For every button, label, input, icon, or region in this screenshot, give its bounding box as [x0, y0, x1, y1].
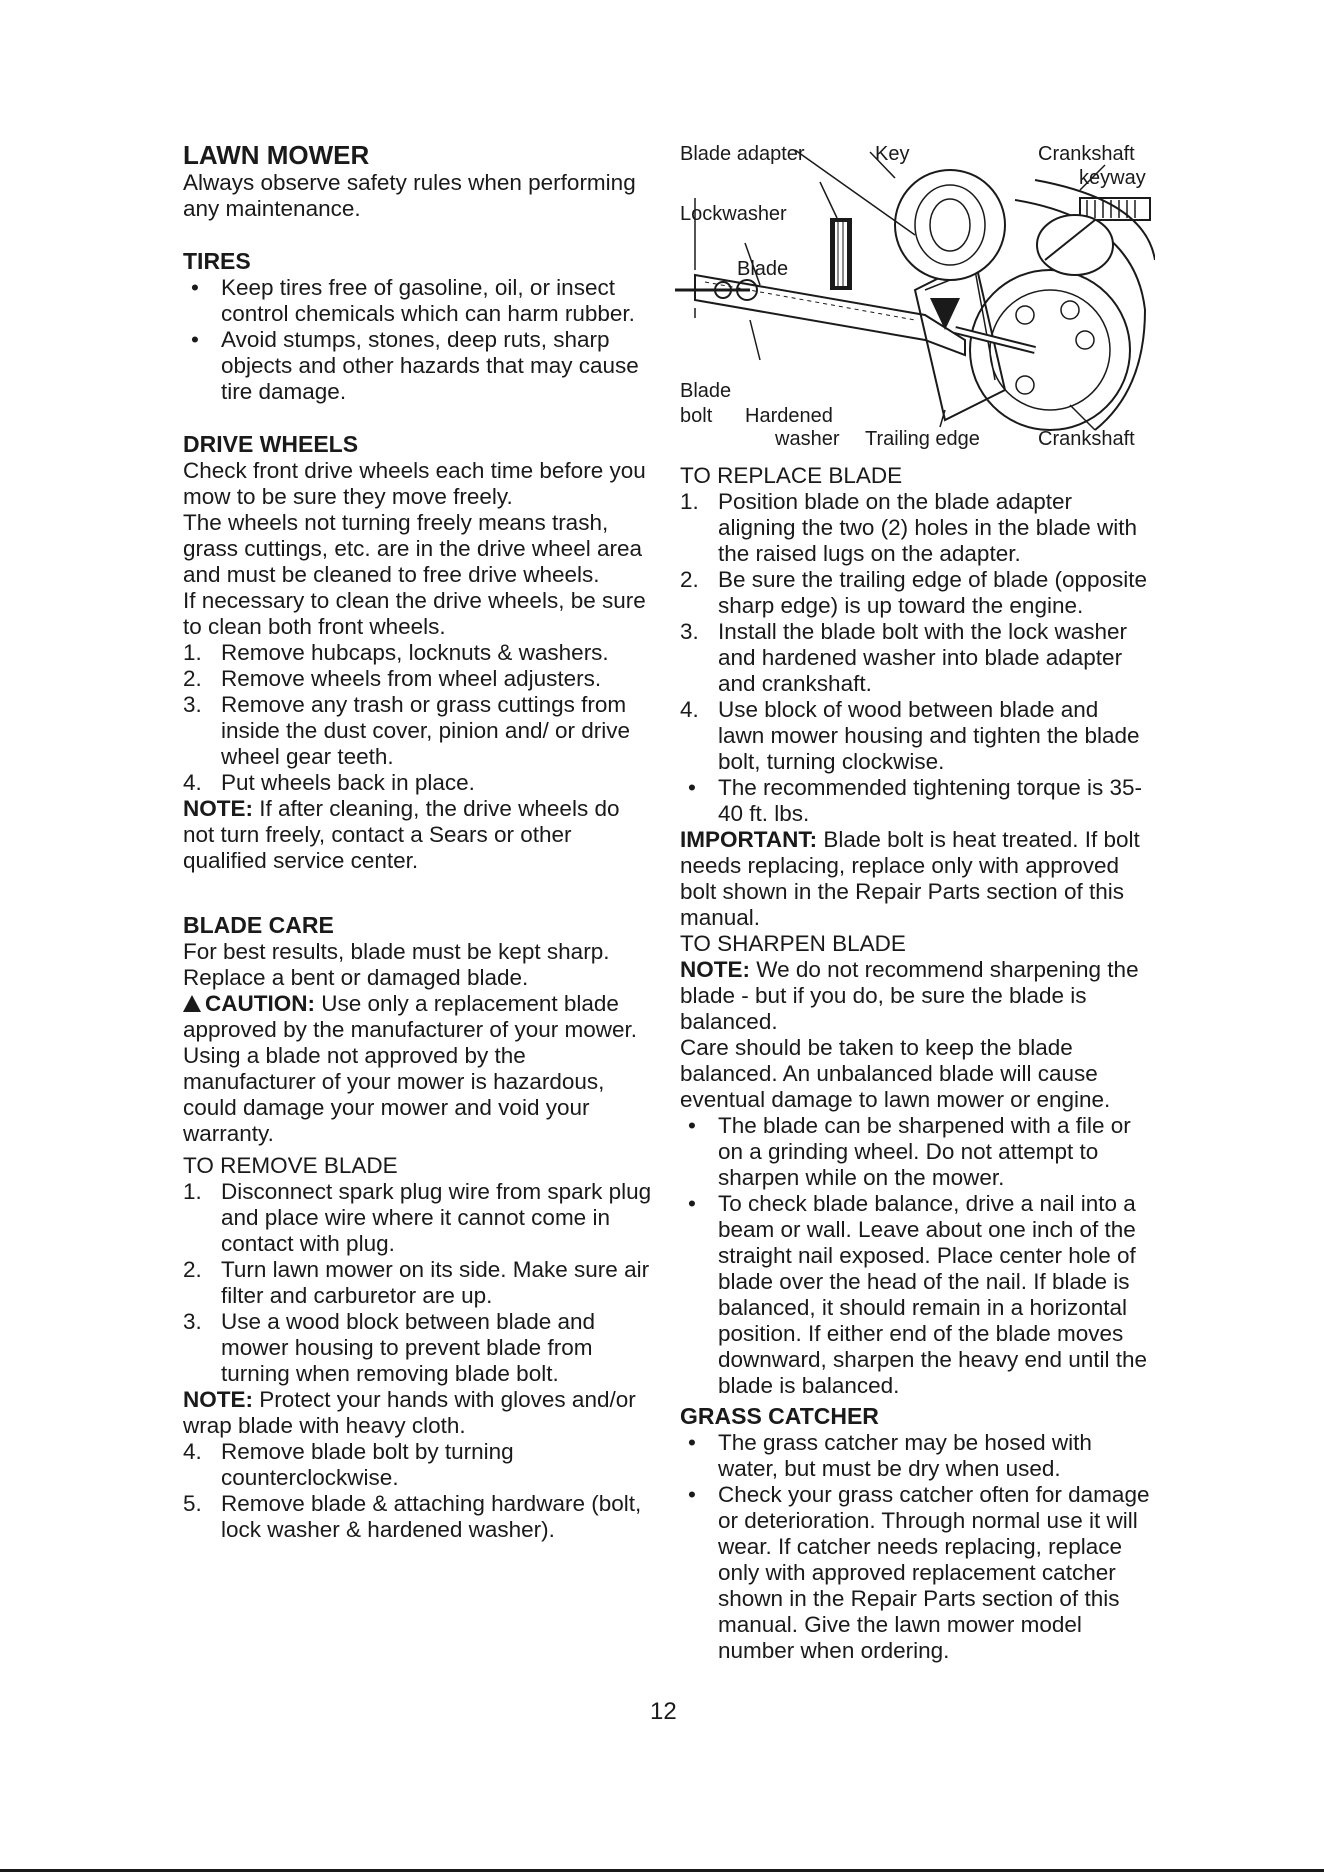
list-item: 3. Install the blade bolt with the lock washer and hardened washer into blade adapter and crankshaft.: [680, 619, 1127, 696]
warning-icon: [183, 995, 201, 1012]
sharpen-list: [680, 1113, 1150, 1399]
label-blade-bolt-2: bolt: [680, 405, 713, 427]
drive-wheels-note: NOTE: If after cleaning, the drive wheels do not turn freely, contact a Sears or other qualified service center.: [183, 796, 620, 873]
caution-paragraph: CAUTION: Use only a replacement blade approved by the manufacturer of your mower. Using a blade not approved by the manufacturer of your mower is hazardous, could damage your mower and void your warranty.: [183, 991, 637, 1146]
caution-label: CAUTION:: [205, 991, 315, 1016]
label-blade: Blade: [737, 258, 789, 280]
list-item: 2. Turn lawn mower on its side. Make sure air filter and carburetor are up.: [183, 1257, 650, 1308]
note-label: NOTE:: [183, 796, 253, 821]
label-blade-adapter: Blade adapter: [680, 143, 805, 165]
blade-diagram-svg: [675, 140, 1155, 455]
tires-heading: TIRES: [183, 248, 251, 274]
list-item: 5. Remove blade & attaching hardware (bolt, lock washer & hardened washer).: [183, 1491, 642, 1542]
note-label: NOTE:: [680, 957, 750, 982]
blade-assembly-diagram: [675, 140, 1155, 455]
drive-wheels-p1: Check front drive wheels each time before you mow to be sure they move freely.: [183, 458, 646, 509]
sharpen-p1: Care should be taken to keep the blade balanced. An unbalanced blade will cause eventual damage to lawn mower or engine.: [680, 1035, 1111, 1112]
label-lockwasher: Lockwasher: [680, 203, 787, 225]
list-item: • The grass catcher may be hosed with water, but must be dry when used.: [680, 1430, 1150, 1482]
remove-blade-steps-2: [183, 1439, 653, 1543]
label-hardened-washer-2: washer: [775, 428, 840, 450]
list-item: 3. Use a wood block between blade and mower housing to prevent blade from turning when removing blade bolt.: [183, 1309, 596, 1386]
label-trailing-edge: Trailing edge: [865, 428, 980, 450]
list-item: 4. Put wheels back in place.: [183, 770, 475, 795]
list-item: 3. Remove any trash or grass cuttings from inside the dust cover, pinion and/ or drive wheel gear teeth.: [183, 692, 630, 769]
list-item: 4. Remove blade bolt by turning counterclockwise.: [183, 1439, 514, 1490]
list-item: • Check your grass catcher often for damage or deterioration. Through normal use it will wear. If catcher needs replacing, replace only with approved replacement catcher shown in the Repair Parts section of this manual. Give the lawn mower model number when ordering.: [680, 1482, 1150, 1664]
right-column: [680, 463, 1150, 1664]
left-column: [183, 140, 653, 1543]
remove-blade-note: NOTE: Protect your hands with gloves and/or wrap blade with heavy cloth.: [183, 1387, 636, 1438]
list-item: 2. Remove wheels from wheel adjusters.: [183, 666, 602, 691]
label-crankshaft-keyway-2: keyway: [1079, 167, 1146, 189]
list-item: 1. Disconnect spark plug wire from spark plug and place wire where it cannot come in contact with plug.: [183, 1179, 652, 1256]
remove-blade-steps: [183, 1179, 653, 1387]
list-item: 2. Be sure the trailing edge of blade (opposite sharp edge) is up toward the engine.: [680, 567, 1148, 618]
drive-wheels-p3: If necessary to clean the drive wheels, be sure to clean both front wheels.: [183, 588, 646, 639]
drive-wheels-p2: The wheels not turning freely means trash, grass cuttings, etc. are in the drive wheel area and must be cleaned to free drive wheels.: [183, 510, 642, 587]
grass-catcher-list: [680, 1430, 1150, 1664]
label-blade-bolt-1: Blade: [680, 380, 732, 402]
list-item: 1. Position blade on the blade adapter aligning the two (2) holes in the blade with the raised lugs on the adapter.: [680, 489, 1138, 566]
replace-blade-heading: TO REPLACE BLADE: [680, 463, 903, 488]
sharpen-blade-heading: TO SHARPEN BLADE: [680, 931, 906, 956]
grass-catcher-heading: GRASS CATCHER: [680, 1403, 879, 1429]
label-crankshaft-keyway-1: Crankshaft: [1038, 143, 1135, 165]
list-item: • To check blade balance, drive a nail into a beam or wall. Leave about one inch of the straight nail exposed. Place center hole of blade over the head of the nail. If blade is balanced, it should remain in a horizontal position. If either end of the blade moves downward, sharpen the heavy end until the blade is balanced.: [680, 1191, 1150, 1399]
important-paragraph: IMPORTANT: Blade bolt is heat treated. If bolt needs replacing, replace only with approved bolt shown in the Repair Parts section of this manual.: [680, 827, 1140, 930]
tires-list: [183, 275, 653, 405]
page-number: 12: [650, 1698, 677, 1725]
label-hardened-washer-1: Hardened: [745, 405, 833, 427]
drive-wheels-heading: DRIVE WHEELS: [183, 431, 359, 457]
list-item: 4. Use block of wood between blade and lawn mower housing and tighten the blade bolt, turning clockwise.: [680, 697, 1140, 774]
list-item: • The recommended tightening torque is 35-40 ft. lbs.: [680, 775, 1150, 827]
blade-care-heading: BLADE CARE: [183, 912, 334, 938]
list-item: 1. Remove hubcaps, locknuts & washers.: [183, 640, 609, 665]
sharpen-note: NOTE: We do not recommend sharpening the blade - but if you do, be sure the blade is balanced.: [680, 957, 1139, 1034]
list-item: • Keep tires free of gasoline, oil, or insect control chemicals which can harm rubber.: [183, 275, 653, 327]
label-key: Key: [875, 143, 910, 165]
label-crankshaft: Crankshaft: [1038, 428, 1135, 450]
list-item: • The blade can be sharpened with a file or on a grinding wheel. Do not attempt to sharpen while on the mower.: [680, 1113, 1150, 1191]
list-item: • Avoid stumps, stones, deep ruts, sharp objects and other hazards that may cause tire damage.: [183, 327, 653, 405]
lawn-mower-intro: Always observe safety rules when performing any maintenance.: [183, 170, 636, 221]
lawn-mower-heading: LAWN MOWER: [183, 140, 370, 170]
note-label: NOTE:: [183, 1387, 253, 1412]
important-label: IMPORTANT:: [680, 827, 818, 852]
blade-care-p1: For best results, blade must be kept sharp. Replace a bent or damaged blade.: [183, 939, 610, 990]
drive-wheels-steps: [183, 640, 653, 796]
remove-blade-heading: TO REMOVE BLADE: [183, 1153, 398, 1178]
torque-list: [680, 775, 1150, 827]
replace-blade-steps: [680, 489, 1150, 775]
